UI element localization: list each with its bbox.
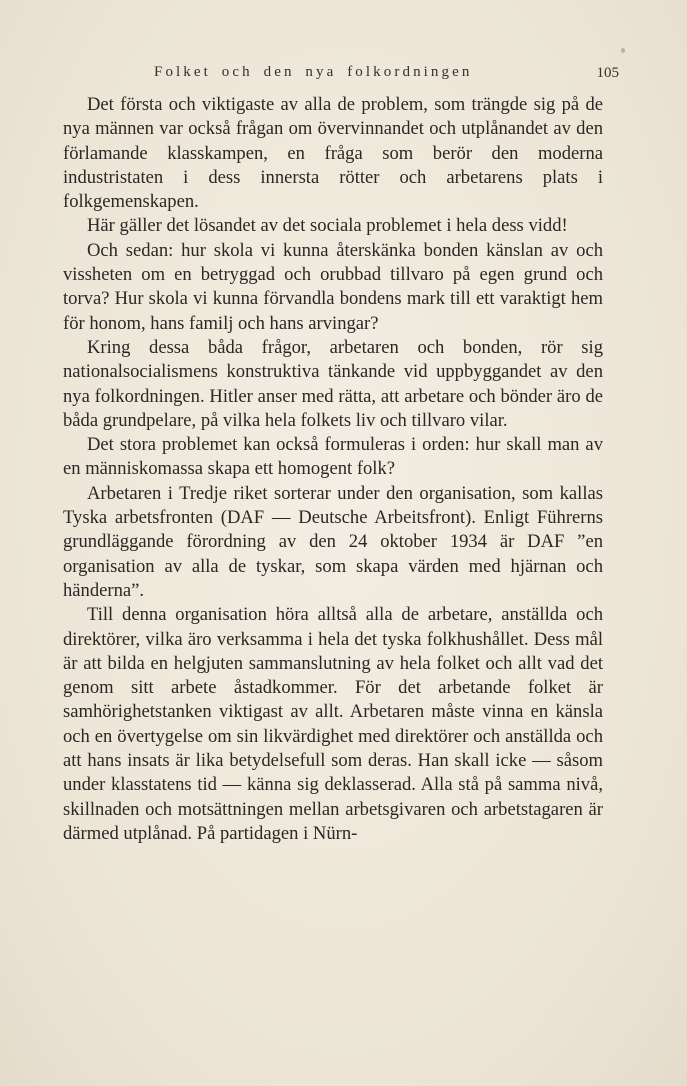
paragraph: Här gäller det lösandet av det sociala problemet i hela dess vidd! <box>87 215 568 237</box>
body-text <box>63 93 603 846</box>
paragraph: Till denna organisation höra alltså alla de arbetare, anställda och direktörer, vilka äro verksamma i hela det tyska folkhushållet. Dess mål är att bilda en helgjuten sammanslutning av hela folket och allt vad det genom sitt arbete åstadkommer. För det arbetande folket är samhörighetstanken viktigast av allt. Arbetaren måste vinna en känsla och en övertygelse om sin likvärdighet med direktörer och anställda och att hans insats är lika betydelsefull som deras. Han skall icke — såsom under klasstatens tid — känna sig deklasserad. Alla stå på samma nivå, skillnaden och motsättningen mellan arbetsgivaren och arbetstagaren är därmed utplånad. På partidagen i Nürn- <box>63 604 603 844</box>
paper-speck <box>621 48 625 53</box>
paragraph: Det första och viktigaste av alla de problem, som trängde sig på de nya männen var också frågan om övervinnandet och utplånandet av den förlamande klasskampen, en fråga som berör den moderna industristaten i dess innersta rötter och arbetarens plats i folkgemenskapen. <box>63 94 603 213</box>
page-header <box>63 64 629 88</box>
paragraph: Arbetaren i Tredje riket sorterar under den organisation, som kallas Tyska arbetsfronten (DAF — Deutsche Arbeitsfront). Enligt Führerns grundläggande förordning av den 24 oktober 1934 är DAF ”en organisation av alla de tyskar, som skapa värden med hjärnan och händerna”. <box>63 482 603 601</box>
page-number: 105 <box>596 65 619 81</box>
running-title: Folket och den nya folkordningen <box>154 64 473 80</box>
paragraph: Och sedan: hur skola vi kunna återskänka bonden känslan av och vissheten om en betryggad och orubbad tillvaro på egen grund och torva? Hur skola vi kunna förvandla bondens mark till ett varaktigt hem för honom, hans familj och hans arvingar? <box>63 239 603 334</box>
paragraph: Kring dessa båda frågor, arbetaren och bonden, rör sig nationalsocialismens konstruktiva tänkande vid uppbyggandet av den nya folkordningen. Hitler anser med rätta, att arbetare och bönder äro de båda grundpelare, på vilka hela folkets liv och tillvaro vilar. <box>63 336 603 431</box>
paragraph: Det stora problemet kan också formuleras i orden: hur skall man av en människomassa skapa ett homogent folk? <box>63 434 603 480</box>
